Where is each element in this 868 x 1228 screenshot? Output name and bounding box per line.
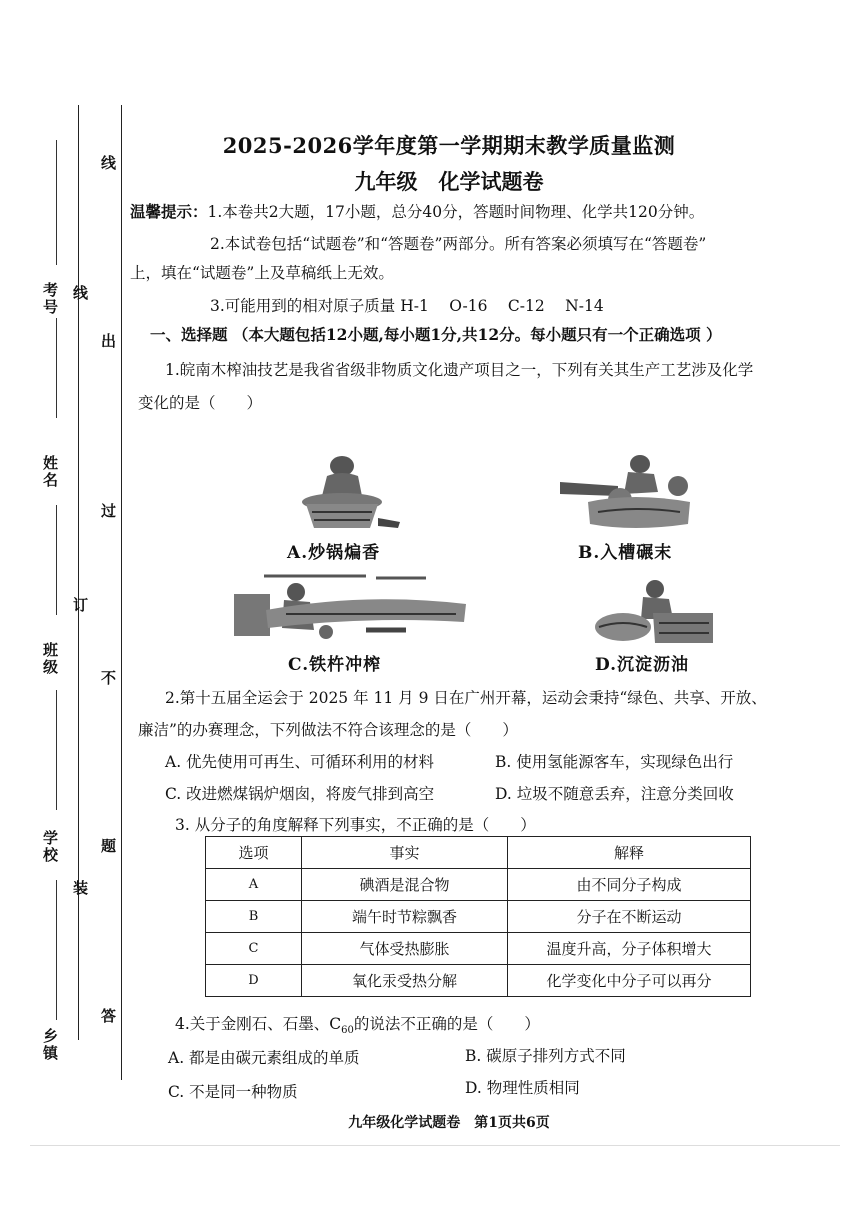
field-label-exam-number: 考号 <box>41 282 59 316</box>
q4-stem <box>175 1014 540 1041</box>
table-header-explanation: 解释 <box>508 837 751 869</box>
q2-stem-line1: 2.第十五届全运会于 2025 年 11 月 9 日在广州开幕，运动会秉持“绿色、共享、开放、 <box>165 689 767 707</box>
page-footer: 九年级化学试题卷 第1页共6页 <box>348 1115 550 1131</box>
field-label-class: 班级 <box>41 642 59 676</box>
q4-stem-suffix: 的说法不正确的是（ ） <box>353 1015 540 1033</box>
exam-number-blank-2 <box>56 318 57 418</box>
q2-option-b: B. 使用氢能源客车，实现绿色出行 <box>495 753 734 771</box>
q1-option-d: D.沉淀沥油 <box>595 655 690 675</box>
q3-table <box>205 836 751 997</box>
q2-stem-line2: 廉洁”的办赛理念，下列做法不符合该理念的是（ ） <box>138 721 518 739</box>
notice-item-2: 2.本试卷包括“试题卷”和“答题卷”两部分。所有答案必须填写在“答题卷” <box>210 235 707 253</box>
name-blank <box>56 505 57 615</box>
exam-title: 2025-2026学年度第一学期期末教学质量监测 <box>222 133 676 158</box>
seal-char-ding: 订 <box>71 597 89 614</box>
table-cell: 气体受热膨胀 <box>302 933 508 965</box>
q4-option-d: D. 物理性质相同 <box>465 1079 580 1097</box>
table-cell: A <box>206 869 302 901</box>
table-cell: 分子在不断运动 <box>508 901 751 933</box>
notice-item-1: 1.本卷共2大题，17小题，总分40分，答题时间物理、化学共120分钟。 <box>207 203 705 221</box>
school-blank <box>56 880 57 1020</box>
q2-option-a: A. 优先使用可再生、可循环利用的材料 <box>165 753 435 771</box>
seal-char-ti: 题 <box>99 838 117 855</box>
table-cell: B <box>206 901 302 933</box>
seal-char-da: 答 <box>99 1008 117 1025</box>
footer-divider <box>30 1145 840 1146</box>
q1-image-d <box>593 573 715 645</box>
notice-item-3: 3.可能用到的相对原子质量 H-1 O-16 C-12 N-14 <box>210 297 604 315</box>
q2-option-c: C. 改进燃煤锅炉烟囱，将废气排到高空 <box>165 785 435 803</box>
seal-char-guo: 过 <box>99 503 117 520</box>
q4-stem-prefix: 4.关于金刚石、石墨、C <box>175 1015 342 1033</box>
q2-option-d: D. 垃圾不随意丢弃，注意分类回收 <box>495 785 734 803</box>
field-label-town: 乡镇 <box>41 1028 59 1062</box>
q1-image-c <box>226 570 472 642</box>
seal-char-line-inner: 线 <box>99 155 117 172</box>
table-row <box>206 933 751 965</box>
binding-line-inner <box>121 105 122 1080</box>
table-cell: D <box>206 965 302 997</box>
class-blank <box>56 690 57 810</box>
q3-stem: 3. 从分子的角度解释下列事实，不正确的是（ ） <box>175 816 536 834</box>
q4-option-a: A. 都是由碳元素组成的单质 <box>168 1049 360 1067</box>
seal-char-zhuang: 装 <box>71 880 89 897</box>
table-row <box>206 869 751 901</box>
exam-subtitle: 九年级 化学试题卷 <box>354 169 544 194</box>
field-label-school: 学校 <box>41 830 59 864</box>
table-row <box>206 901 751 933</box>
section-heading: 一、选择题 （本大题包括12小题,每小题1分,共12分。每小题只有一个正确选项 ） <box>150 325 722 344</box>
seal-char-bu: 不 <box>99 670 117 687</box>
table-cell: 端午时节粽飘香 <box>302 901 508 933</box>
notice-item-2-cont: 上，填在“试题卷”上及草稿纸上无效。 <box>130 264 394 282</box>
table-cell: 氧化汞受热分解 <box>302 965 508 997</box>
field-label-name: 姓名 <box>41 455 59 489</box>
q1-option-c: C.铁杵冲榨 <box>288 655 382 675</box>
table-cell: C <box>206 933 302 965</box>
q1-image-a <box>292 452 402 534</box>
q1-option-b: B.入槽碾末 <box>578 543 673 563</box>
table-cell: 温度升高，分子体积增大 <box>508 933 751 965</box>
q4-option-c: C. 不是同一种物质 <box>168 1083 298 1101</box>
table-header-row <box>206 837 751 869</box>
table-header-fact: 事实 <box>302 837 508 869</box>
binding-line-outer <box>78 105 79 1040</box>
seal-char-chu: 出 <box>99 333 117 350</box>
seal-char-line-outer: 线 <box>71 285 89 302</box>
table-cell: 碘酒是混合物 <box>302 869 508 901</box>
table-row <box>206 965 751 997</box>
q4-stem-subscript: 60 <box>341 1025 354 1037</box>
notice-line-1 <box>130 202 704 222</box>
q4-option-b: B. 碳原子排列方式不同 <box>465 1047 626 1065</box>
q1-stem-line2: 变化的是（ ） <box>138 394 263 412</box>
table-cell: 化学变化中分子可以再分 <box>508 965 751 997</box>
q1-option-a: A.炒锅煸香 <box>287 543 381 563</box>
table-cell: 由不同分子构成 <box>508 869 751 901</box>
notice-label: 温馨提示： <box>130 202 208 221</box>
q1-image-b <box>558 452 698 532</box>
table-header-option: 选项 <box>206 837 302 869</box>
q1-stem-line1: 1.皖南木榨油技艺是我省省级非物质文化遗产项目之一，下列有关其生产工艺涉及化学 <box>165 361 754 379</box>
